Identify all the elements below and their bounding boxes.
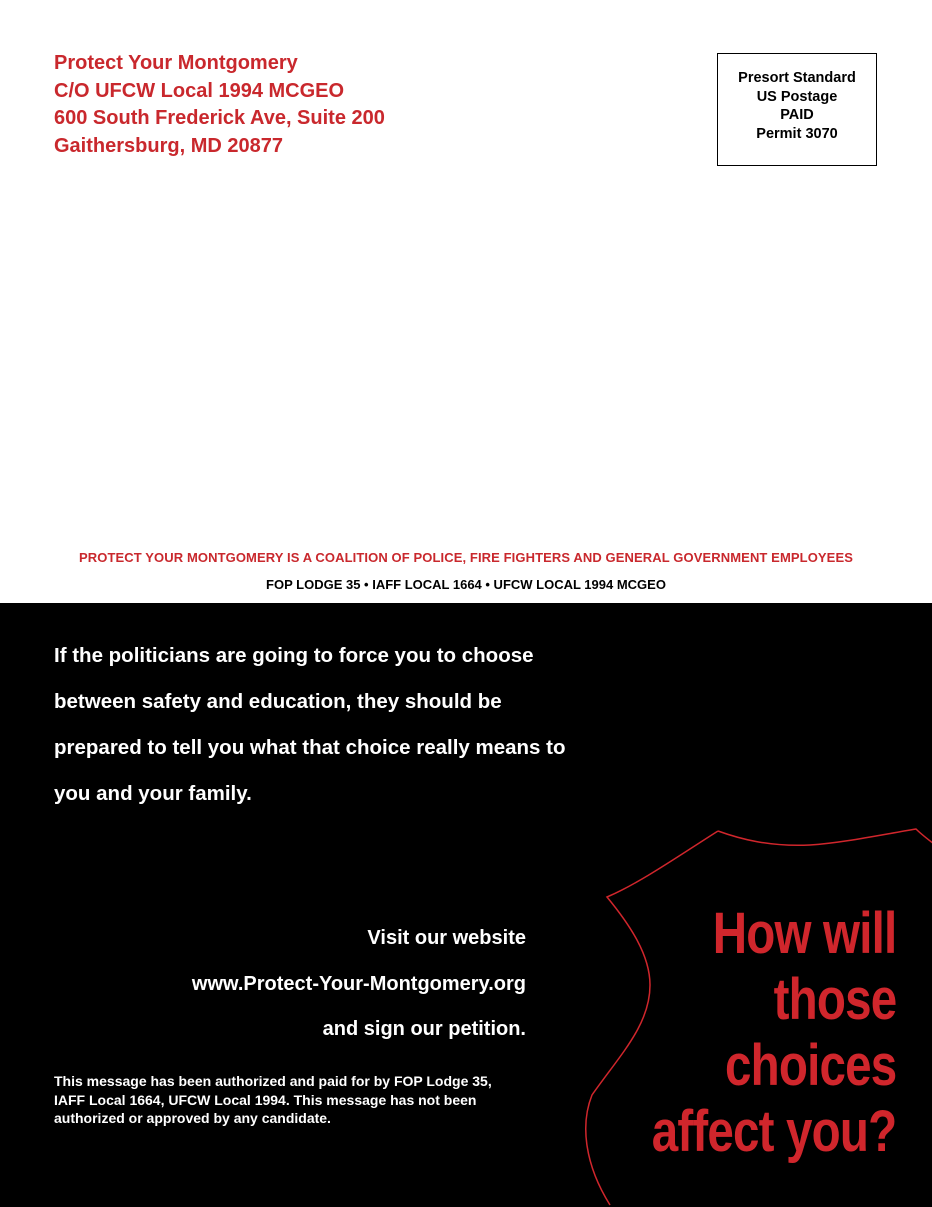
- headline-line3: choices: [724, 1033, 896, 1098]
- headline-line1: How will: [712, 901, 896, 966]
- message-line1: If the politicians are going to force you to choose: [54, 644, 534, 667]
- postage-indicia: [717, 53, 877, 166]
- return-address-line4: Gaithersburg, MD 20877: [54, 134, 283, 157]
- postage-line4: Permit 3070: [756, 125, 838, 142]
- return-address-line3: 600 South Frederick Ave, Suite 200: [54, 107, 385, 129]
- message-panel: [0, 603, 932, 1207]
- website-line1: Visit our website: [367, 927, 526, 949]
- return-address-line1: Protect Your Montgomery: [54, 52, 298, 74]
- return-address-line2: C/O UFCW Local 1994 MCGEO: [54, 79, 345, 102]
- website-callout: [192, 916, 526, 1053]
- website-url[interactable]: www.Protect-Your-Montgomery.org: [191, 972, 526, 995]
- disclaimer: This message has been authorized and paid for by FOP Lodge 35, IAFF Local 1664, UFCW Local 1994. This message has not been authorized or approved by any candidate.: [54, 1073, 492, 1126]
- message-line4: you and your family.: [54, 782, 252, 805]
- postage-line2: US Postage: [756, 88, 838, 105]
- postage-line1: Presort Standard: [738, 70, 856, 86]
- headline: [651, 901, 896, 1165]
- main-message: [54, 633, 614, 817]
- coalition-statement: PROTECT YOUR MONTGOMERY IS A COALITION OF POLICE, FIRE FIGHTERS AND GENERAL GOVERNMENT EMPLOYEES: [78, 550, 853, 565]
- message-line3: prepared to tell you what that choice really means to: [54, 736, 566, 759]
- postage-line3: PAID: [780, 107, 814, 123]
- union-list: FOP LODGE 35 • IAFF LOCAL 1664 • UFCW LOCAL 1994 MCGEO: [266, 577, 666, 592]
- message-line2: between safety and education, they should be: [54, 690, 502, 713]
- return-address: [54, 50, 385, 160]
- headline-line2: those: [773, 967, 896, 1032]
- headline-line4: affect you?: [651, 1099, 896, 1164]
- website-line3: and sign our petition.: [322, 1018, 526, 1040]
